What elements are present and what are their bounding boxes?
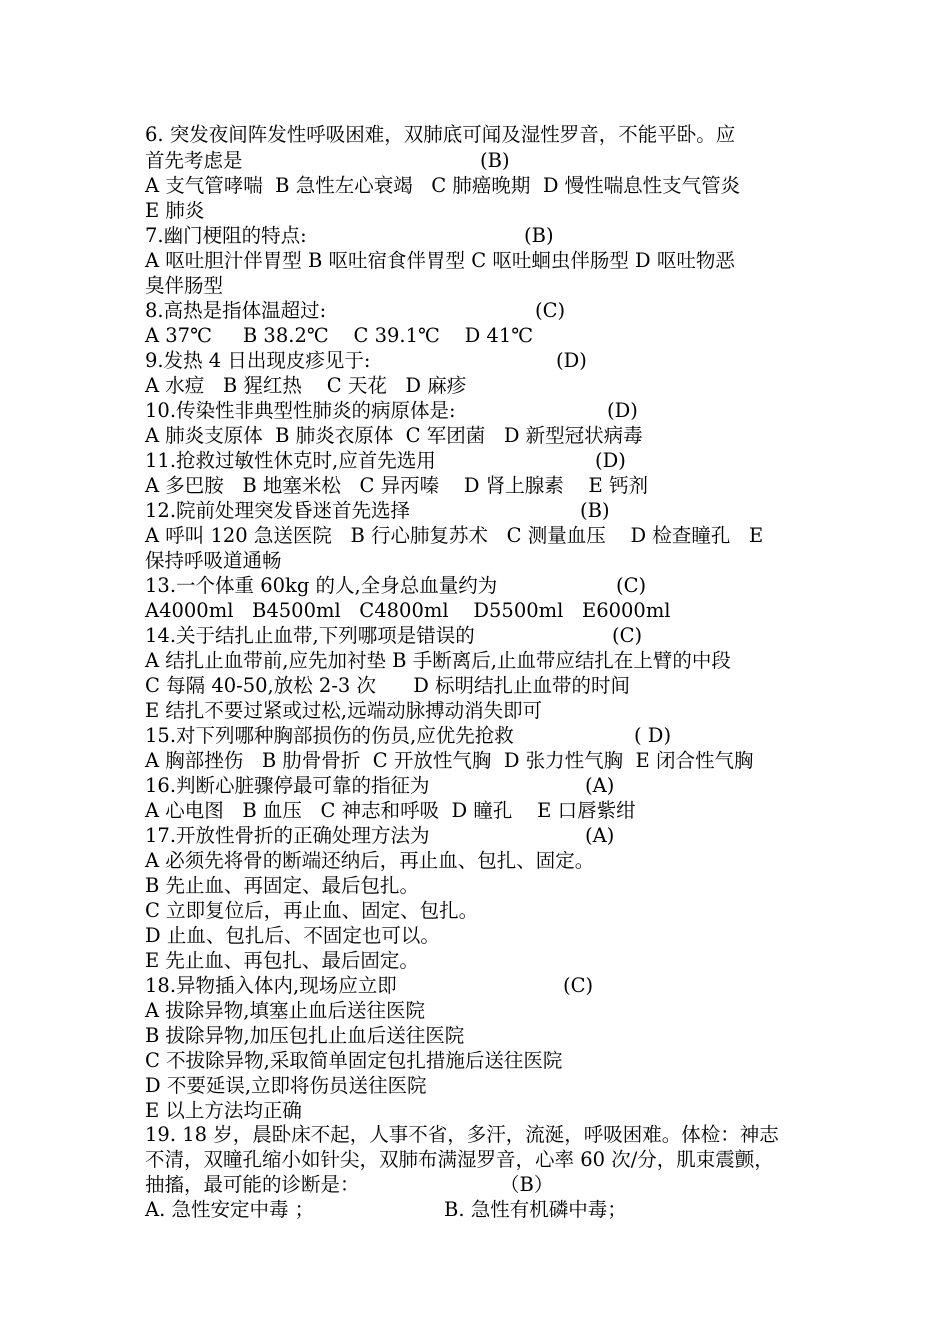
q14-answer: (C) (612, 624, 643, 647)
q15-question: 15.对下列哪种胸部损伤的伤员,应优先抢救 (145, 724, 514, 747)
q18-answer: (C) (563, 974, 594, 997)
q7-answer: (B) (524, 224, 554, 247)
q17-option-e: E 先止血、再包扎、最后固定。 (145, 949, 419, 972)
q10-question: 10.传染性非典型性肺炎的病原体是: (145, 399, 456, 422)
q6-answer: (B) (480, 149, 510, 172)
q19-option-a: A. 急性安定中毒 ； (145, 1198, 315, 1221)
q17-option-c: C 立即复位后，再止血、固定、包扎。 (145, 899, 479, 922)
q12-answer: (B) (580, 499, 610, 522)
q19-answer: （B） (500, 1173, 554, 1196)
q17-option-b: B 先止血、再固定、最后包扎。 (145, 874, 420, 897)
q13-question: 13.一个体重 60kg 的人,全身总血量约为 (145, 574, 498, 597)
q19-line-3: 抽搐，最可能的诊断是： (145, 1173, 360, 1196)
q8-answer: (C) (535, 299, 566, 322)
q11-answer: (D) (595, 449, 626, 472)
q14-question: 14.关于结扎止血带,下列哪项是错误的 (145, 624, 475, 647)
q17-option-d: D 止血、包扎后、不固定也可以。 (145, 924, 440, 947)
q19-option-b: B. 急性有机磷中毒； (444, 1198, 627, 1221)
q17-question: 17.开放性骨折的正确处理方法为 (145, 824, 430, 847)
q6-line-1: 6. 突发夜间阵发性呼吸困难，双肺底可闻及湿性罗音，不能平卧。应 (145, 123, 736, 146)
q8-question: 8.高热是指体温超过: (145, 299, 327, 322)
q9-answer: (D) (556, 349, 587, 372)
q9-question: 9.发热 4 日出现皮疹见于: (145, 349, 371, 372)
q17-answer: (A) (585, 824, 615, 847)
q6-options-1: A 支气管哮喘 B 急性左心衰竭 C 肺癌晚期 D 慢性喘息性支气管炎 (145, 174, 741, 197)
q16-options: A 心电图 B 血压 C 神志和呼吸 D 瞳孔 E 口唇紫绀 (145, 799, 636, 822)
q7-options-2: 臭伴肠型 (145, 274, 224, 297)
q18-option-e: E 以上方法均正确 (145, 1099, 302, 1122)
q13-options: A4000ml B4500ml C4800ml D5500ml E6000ml (145, 599, 671, 622)
q12-question: 12.院前处理突发昏迷首先选择 (145, 499, 411, 522)
q12-options-2: 保持呼吸道通畅 (145, 549, 282, 572)
q19-line-2: 不清，双瞳孔缩小如针尖，双肺布满湿罗音，心率 60 次/分，肌束震颤， (145, 1148, 774, 1171)
q12-options-1: A 呼叫 120 急送医院 B 行心肺复苏术 C 测量血压 D 检查瞳孔 E (145, 524, 764, 547)
q18-option-a: A 拔除异物,填塞止血后送往医院 (145, 999, 425, 1022)
q15-options: A 胸部挫伤 B 肋骨骨折 C 开放性气胸 D 张力性气胸 E 闭合性气胸 (145, 749, 754, 772)
q11-question: 11.抢救过敏性休克时,应首先选用 (145, 449, 436, 472)
q14-options-2: C 每隔 40-50,放松 2-3 次 D 标明结扎止血带的时间 (145, 674, 631, 697)
q16-answer: (A) (585, 774, 615, 797)
q15-answer: ( D) (634, 724, 672, 747)
q9-options: A 水痘 B 猩红热 C 天花 D 麻疹 (145, 374, 467, 397)
q8-options: A 37℃ B 38.2℃ C 39.1℃ D 41℃ (145, 324, 534, 347)
q10-options: A 肺炎支原体 B 肺炎衣原体 C 军团菌 D 新型冠状病毒 (145, 424, 643, 447)
q10-answer: (D) (607, 399, 638, 422)
q7-question: 7.幽门梗阻的特点: (145, 224, 307, 247)
q13-answer: (C) (616, 574, 647, 597)
q16-question: 16.判断心脏骤停最可靠的指征为 (145, 774, 430, 797)
q18-question: 18.异物插入体内,现场应立即 (145, 974, 397, 997)
q19-line-1: 19. 18 岁，晨卧床不起，人事不省，多汗，流涎，呼吸困难。体检：神志 (145, 1123, 779, 1146)
q6-options-2: E 肺炎 (145, 199, 205, 222)
q14-options-3: E 结扎不要过紧或过松,远端动脉搏动消失即可 (145, 699, 543, 722)
q17-option-a: A 必须先将骨的断端还纳后，再止血、包扎、固定。 (145, 849, 595, 872)
q18-option-c: C 不拔除异物,采取简单固定包扎措施后送往医院 (145, 1049, 563, 1072)
q6-line-2: 首先考虑是 (145, 149, 243, 172)
q14-options-1: A 结扎止血带前,应先加衬垫 B 手断离后,止血带应结扎在上臂的中段 (145, 649, 731, 672)
q7-options-1: A 呕吐胆汁伴胃型 B 呕吐宿食伴胃型 C 呕吐蛔虫伴肠型 D 呕吐物恶 (145, 249, 735, 272)
q18-option-d: D 不要延误,立即将伤员送往医院 (145, 1074, 427, 1097)
q18-option-b: B 拔除异物,加压包扎止血后送往医院 (145, 1024, 465, 1047)
q11-options: A 多巴胺 B 地塞米松 C 异丙嗪 D 肾上腺素 E 钙剂 (145, 474, 648, 497)
